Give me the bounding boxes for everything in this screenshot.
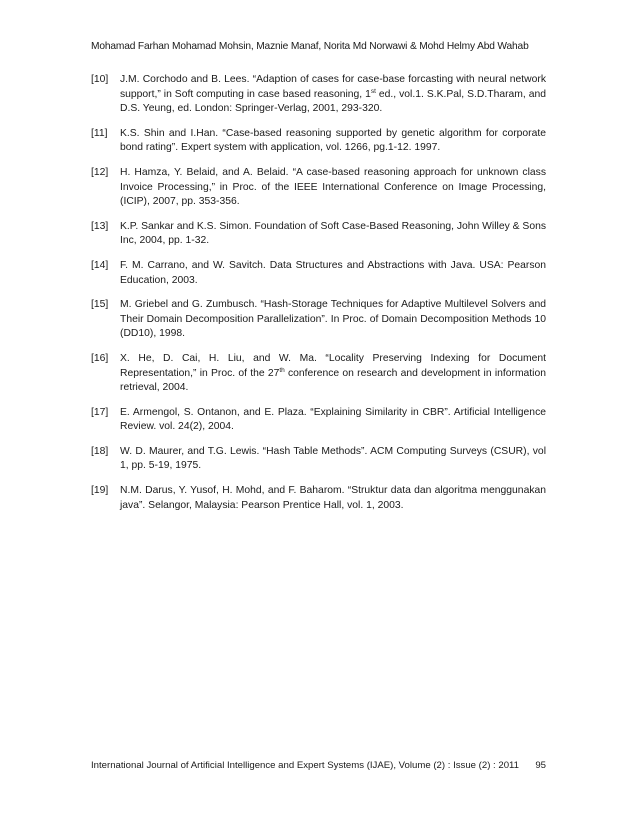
reference-text: J.M. Corchodo and B. Lees. “Adaption of cases for case-base forcasting with neural network support,” in Soft computing in case based reasoning, 1st ed., vol.1. S.K.Pal, S.D.Tharam, and D.S. Yeung, ed. London: Springer-Verlag, 2001, 293-320. xyxy=(120,74,547,115)
reference-number: [15] xyxy=(91,299,109,311)
reference-item xyxy=(91,220,546,249)
superscript: th xyxy=(279,366,285,374)
page-footer xyxy=(91,760,546,771)
page-number: 95 xyxy=(535,760,546,771)
reference-number: [16] xyxy=(91,352,109,364)
reference-text: N.M. Darus, Y. Yusof, H. Mohd, and F. Baharom. “Struktur data dan algoritma menggunakan java”. Selangor, Malaysia: Pearson Prentice Hall, vol. 1, 2003. xyxy=(120,485,546,511)
reference-item xyxy=(91,166,546,210)
reference-item xyxy=(91,298,546,342)
reference-text: E. Armengol, S. Ontanon, and E. Plaza. “Explaining Similarity in CBR”. Artificial Intelligence Review. vol. 24(2), 2004. xyxy=(120,406,546,433)
reference-item xyxy=(91,352,546,396)
reference-item xyxy=(91,406,546,435)
reference-text: H. Hamza, Y. Belaid, and A. Belaid. “A case-based reasoning approach for unknown class Invoice Processing,” in Proc. of the IEEE International Conference on Image Processing, (ICIP), 2007, pp. 353-356. xyxy=(120,166,546,208)
reference-number: [19] xyxy=(91,485,109,497)
reference-item xyxy=(91,259,546,288)
reference-list xyxy=(91,73,546,523)
reference-item xyxy=(91,484,546,513)
reference-text: X. He, D. Cai, H. Liu, and W. Ma. “Locality Preserving Indexing for Document Representation,” in Proc. of the 27th conference on research and development in information retrieval, 2004. xyxy=(120,352,546,394)
reference-item xyxy=(91,127,546,156)
reference-number: [14] xyxy=(91,259,109,271)
reference-number: [17] xyxy=(91,406,109,418)
journal-info: International Journal of Artificial Intelligence and Expert Systems (IJAE), Volume (2) : Issue (2) : 2011 xyxy=(91,760,520,771)
reference-text: K.P. Sankar and K.S. Simon. Foundation of Soft Case-Based Reasoning, John Willey & Sons Inc, 2004, pp. 1-32. xyxy=(120,220,546,247)
reference-number: [10] xyxy=(91,74,109,85)
reference-number: [18] xyxy=(91,445,109,457)
reference-number: [13] xyxy=(91,220,109,232)
reference-text: W. D. Maurer, and T.G. Lewis. “Hash Table Methods”. ACM Computing Surveys (CSUR), vol 1, pp. 5-19, 1975. xyxy=(120,445,546,472)
reference-text: M. Griebel and G. Zumbusch. “Hash-Storage Techniques for Adaptive Multilevel Solvers and Their Domain Decomposition Parallelization”. In Proc. of Domain Decomposition Methods 10 (DD10), 1998. xyxy=(120,299,546,340)
reference-item xyxy=(91,73,546,117)
reference-text: K.S. Shin and I.Han. “Case-based reasoning supported by genetic algorithm for corporate bond rating”. Expert system with application, vol. 1266, pg.1-12. 1997. xyxy=(120,127,546,154)
reference-number: [12] xyxy=(91,166,109,178)
running-header: Mohamad Farhan Mohamad Mohsin, Maznie Manaf, Norita Md Norwawi & Mohd Helmy Abd Wahab xyxy=(91,41,529,52)
reference-text: F. M. Carrano, and W. Savitch. Data Structures and Abstractions with Java. USA: Pearson Education, 2003. xyxy=(120,259,546,286)
reference-item xyxy=(91,445,546,474)
superscript: st xyxy=(370,87,376,95)
reference-number: [11] xyxy=(91,127,108,139)
